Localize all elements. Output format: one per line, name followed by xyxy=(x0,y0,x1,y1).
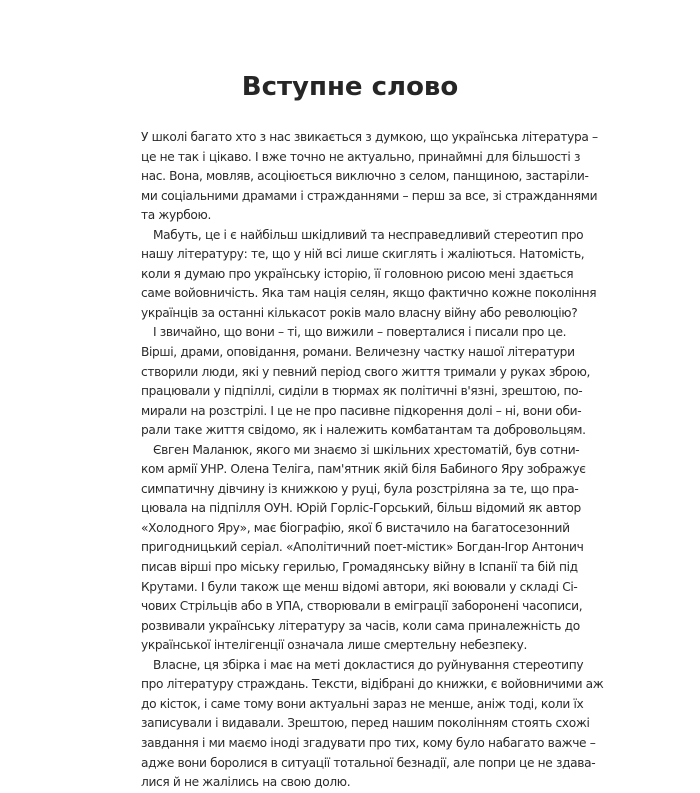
text-line: української інтелігенції означала лише смертельну небезпеку. xyxy=(141,638,528,653)
text-line: про літературу страждань. Тексти, відібрані до книжки, є войовничими аж xyxy=(141,677,604,692)
text-line: записували і видавали. Зрештою, перед нашим поколінням стоять схожі xyxy=(141,716,590,731)
text-line: мирали на розстрілі. І це не про пасивне підкорення долі – ні, вони оби- xyxy=(141,403,582,418)
text-line: створили люди, які у певний період свого життя тримали у руках зброю, xyxy=(141,364,591,379)
text-line: нашу літературу: те, що у ній всі лише скиглять і жаліються. Натомість, xyxy=(141,247,585,262)
text-line: Крутами. І були також ще менш відомі автори, які воювали у складі Сі- xyxy=(141,579,578,594)
text-line: Євген Маланюк, якого ми знаємо зі шкільних хрестоматій, був сотни- xyxy=(153,442,580,457)
text-line: ми соціальними драмами і стражданнями – перш за все, зі стражданнями xyxy=(141,188,598,203)
text-line: українців за останні кількасот років мало власну війну або революцію? xyxy=(141,305,578,320)
text-line: симпатичну дівчину із книжкою у руці, була розстріляна за те, що пра- xyxy=(141,481,579,496)
text-line: розвивали українську літературу за часів, коли сама приналежність до xyxy=(141,618,580,633)
text-line: адже вони боролися в ситуації тотальної безнадії, але попри це не здава- xyxy=(141,755,596,770)
text-line: Вірші, драми, оповідання, романи. Величезну частку нашої літератури xyxy=(141,345,575,360)
text-line: ком армії УНР. Олена Теліга, пам'ятник якій біля Бабиного Яру зображує xyxy=(141,462,586,477)
text-line: чових Стрільців або в УПА, створювали в еміграції заборонені часописи, xyxy=(141,599,583,614)
text-line: Мабуть, це і є найбільш шкідливий та несправедливий стереотип про xyxy=(153,227,584,242)
text-line: І звичайно, що вони – ті, що вижили – поверталися і писали про це. xyxy=(153,325,567,340)
text-line: У школі багато хто з нас звикається з думкою, що українська література – xyxy=(141,130,598,144)
text-line: «Холодного Яру», має біографію, якої б вистачило на багатосезонний xyxy=(141,520,570,535)
text-line: це не так і цікаво. І вже точно не актуально, принаймні для більшості з xyxy=(141,149,581,164)
text-line: коли я думаю про українську історію, її головною рисою мені здається xyxy=(141,266,574,281)
text-line: працювали у підпіллі, сиділи в тюрмах як політичні в'язні, зрештою, по- xyxy=(141,384,583,399)
text-line: рали таке життя свідомо, як і належить комбатантам та добровольцям. xyxy=(141,423,586,438)
text-line: до кісток, і саме тому вони актуальні зараз не менше, аніж тоді, коли їх xyxy=(141,696,584,711)
page-title: Вступне слово xyxy=(241,72,459,102)
body-text xyxy=(141,128,604,793)
text-line: завдання і ми маємо іноді згадувати про тих, кому було набагато важче – xyxy=(141,735,596,750)
text-line: саме войовничість. Яка там нація селян, якщо фактично кожне покоління xyxy=(141,286,597,301)
text-line: писав вірші про міську герилью, Громадянську війну в Іспанії та бій під xyxy=(141,560,578,575)
text-line: цювала на підпілля ОУН. Юрій Горліс-Горський, більш відомий як автор xyxy=(141,501,581,516)
text-line: пригодницький серіал. «Аполітичний поет-містик» Богдан-Ігор Антонич xyxy=(141,540,584,555)
text-line: нас. Вона, мовляв, асоціюється виключно з селом, панщиною, застаріли- xyxy=(141,169,589,184)
text-line: Власне, ця збірка і має на меті докластися до руйнування стереотипу xyxy=(153,657,584,672)
text-line: лися й не жалілись на свою долю. xyxy=(141,775,351,790)
text-line: та журбою. xyxy=(141,208,211,223)
